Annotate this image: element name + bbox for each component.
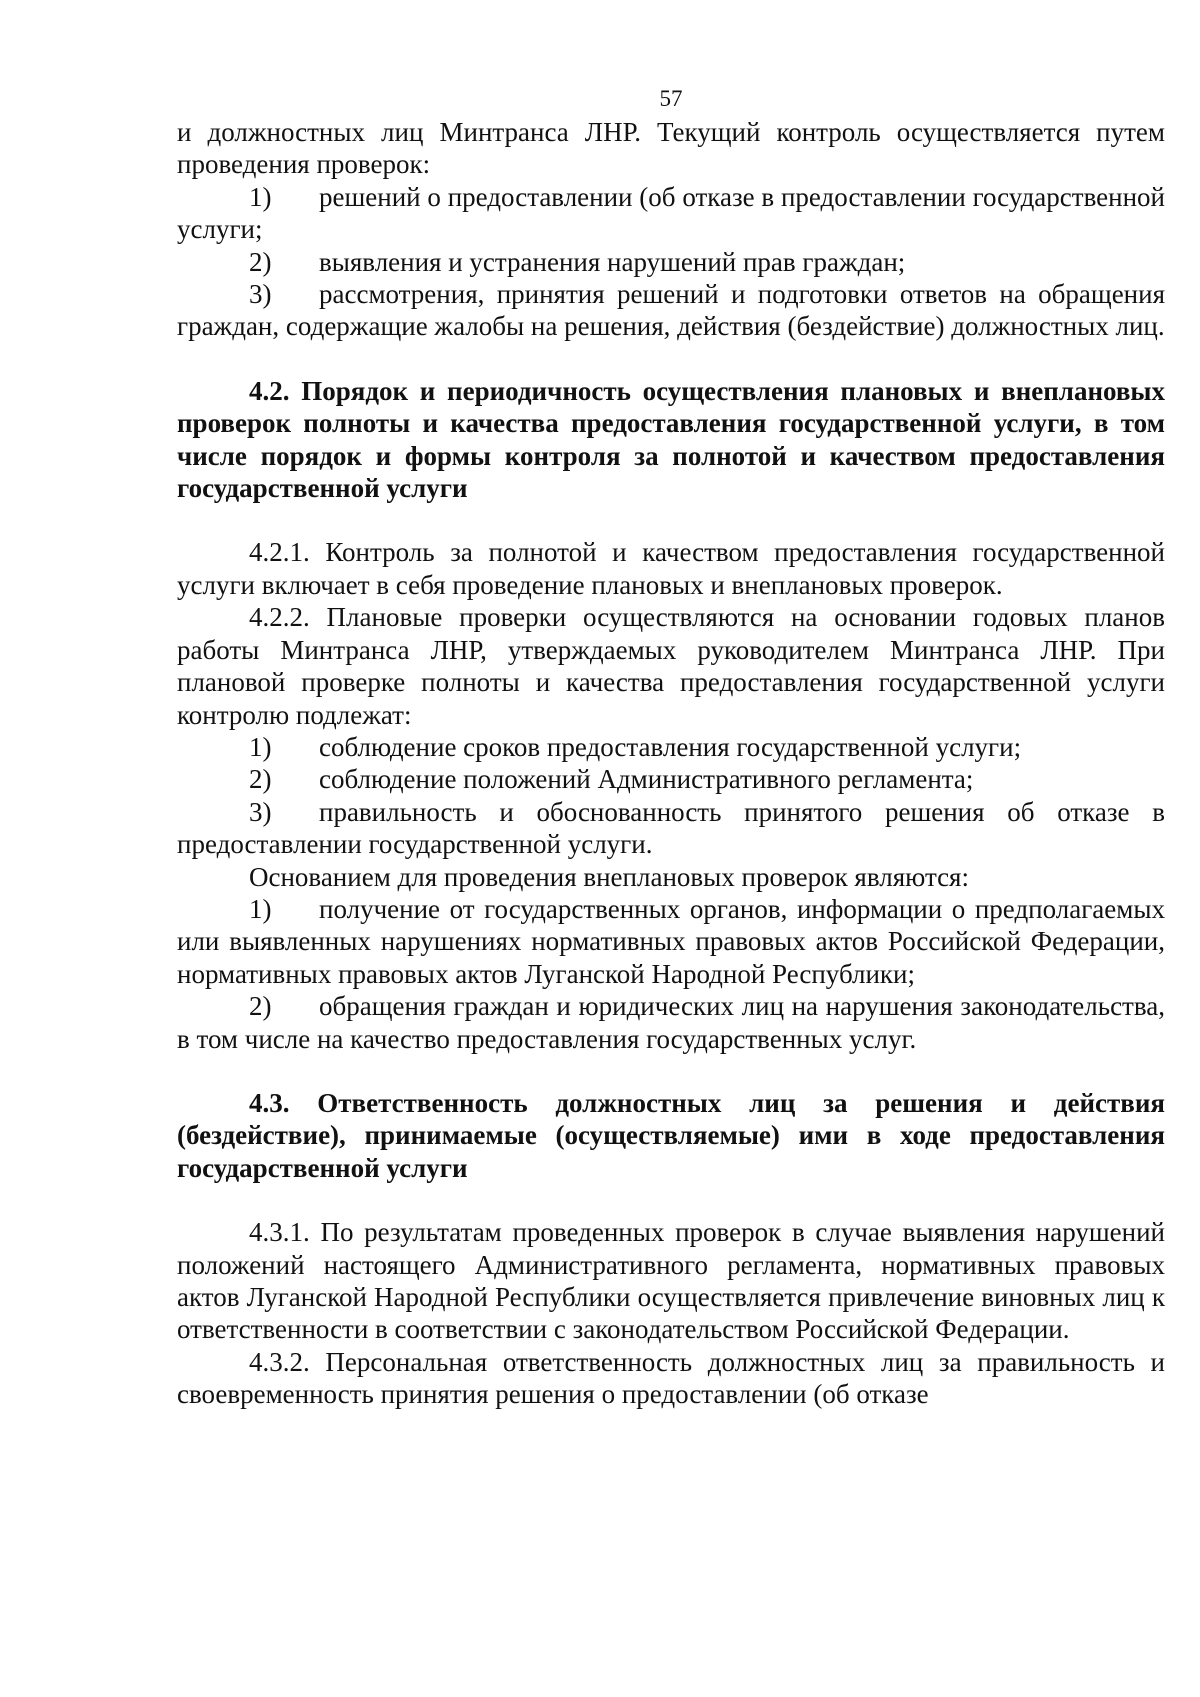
- list-item-number: 1): [249, 731, 272, 762]
- paragraph-4-3-1: 4.3.1. По результатам проведенных проверок в случае выявления нарушений положений настоящего Административного регламента, нормативных правовых актов Луганской Народной Республики осуществляется привлечение виновных лиц к ответственности в соответствии с законодательством Российской Федерации.: [177, 1217, 1165, 1345]
- list-item: [177, 893, 1165, 990]
- list-item: [177, 246, 1165, 278]
- paragraph-4-2-1: 4.2.1. Контроль за полнотой и качеством предоставления государственной услуги включает в себя проведение плановых и внеплановых проверок.: [177, 537, 1165, 600]
- section-heading-4-3: 4.3. Ответственность должностных лиц за решения и действия (бездействие), принимаемые (осуществляемые) ими в ходе предоставления государственной услуги: [177, 1087, 1165, 1183]
- list-item-text: выявления и устранения нарушений прав граждан;: [319, 246, 906, 277]
- list-item: [177, 278, 1165, 343]
- page-number: 57: [659, 86, 683, 111]
- list-item-text: соблюдение положений Административного регламента;: [319, 764, 974, 795]
- section-heading-4-2: 4.2. Порядок и периодичность осуществления плановых и внеплановых проверок полноты и качества предоставления государственной услуги, в том числе порядок и формы контроля за полнотой и качеством предоставления государственной услуги: [177, 375, 1165, 504]
- list-item-number: 3): [249, 279, 272, 310]
- list-item: [177, 796, 1165, 861]
- list-item-text: решений о предоставлении (об отказе в предоставлении государственной услуги;: [177, 181, 1165, 245]
- paragraph-grounds: Основанием для проведения внеплановых проверок являются:: [249, 861, 969, 892]
- spacer: [177, 1184, 1165, 1216]
- document-page: [177, 84, 1165, 1411]
- intro-paragraph: и должностных лиц Минтранса ЛНР. Текущий контроль осуществляется путем проведения проверок:: [177, 117, 1165, 180]
- list-item-text: рассмотрения, принятия решений и подготовки ответов на обращения граждан, содержащие жалобы на решения, действия (бездействие) должностных лиц.: [177, 279, 1165, 342]
- list-item-number: 1): [249, 893, 272, 924]
- list-item: [177, 731, 1165, 763]
- list-item-text: правильность и обоснованность принятого решения об отказе в предоставлении государственной услуги.: [177, 796, 1165, 860]
- list-item-number: 2): [249, 246, 272, 277]
- list-item: [177, 990, 1165, 1055]
- list-item-text: получение от государственных органов, информации о предполагаемых или выявленных нарушениях нормативных правовых актов Российской Федерации, нормативных правовых актов Луганской Народной Республики;: [177, 893, 1165, 989]
- list-item-number: 1): [249, 181, 272, 212]
- list-item-text: соблюдение сроков предоставления государственной услуги;: [319, 731, 1022, 762]
- list-item-number: 3): [249, 796, 272, 827]
- paragraph-4-3-2: 4.3.2. Персональная ответственность должностных лиц за правильность и своевременность принятия решения о предоставлении (об отказе: [177, 1346, 1165, 1410]
- paragraph-4-2-2: 4.2.2. Плановые проверки осуществляются на основании годовых планов работы Минтранса ЛНР, утверждаемых руководителем Минтранса ЛНР. При плановой проверке полноты и качества предоставления государственной услуги контролю подлежат:: [177, 602, 1165, 730]
- list-item: [177, 181, 1165, 246]
- list-item-text: обращения граждан и юридических лиц на нарушения законодательства, в том числе на качество предоставления государственных услуг.: [177, 991, 1165, 1054]
- list-item-number: 2): [249, 991, 272, 1022]
- spacer: [177, 504, 1165, 536]
- list-item: [177, 763, 1165, 795]
- list-item-number: 2): [249, 764, 272, 795]
- spacer: [177, 343, 1165, 375]
- spacer: [177, 1055, 1165, 1087]
